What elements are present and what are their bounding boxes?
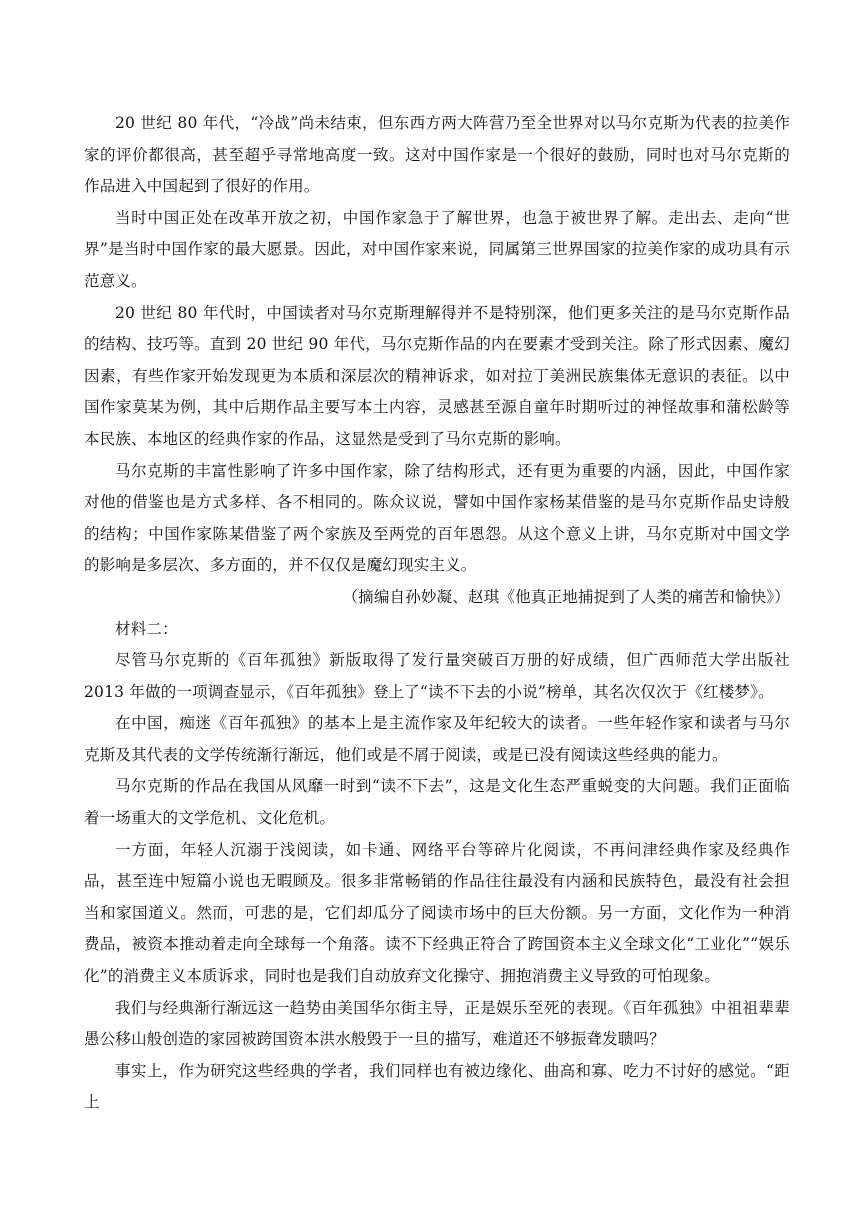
document-body <box>84 108 790 1119</box>
paragraph: 20 世纪 80 年代时，中国读者对马尔克斯理解得并不是特别深，他们更多关注的是马尔克斯作品的结构、技巧等。直到 20 世纪 90 年代，马尔克斯作品的内在要素才受到关注。除了形式因素、魔幻因素，有些作家开始发现更为本质和深层次的精神诉求，如对拉丁美洲民族集体无意识的表征。以中国作家莫某为例，其中后期作品主要写本土内容，灵感甚至源自童年时期听过的神怪故事和蒲松龄等本民族、本地区的经典作家的作品，这显然是受到了马尔克斯的影响。 <box>84 303 790 448</box>
paragraph: 当时中国正处在改革开放之初，中国作家急于了解世界，也急于被世界了解。走出去、走向“世界”是当时中国作家的最大愿景。因此，对中国作家来说，同属第三世界国家的拉美作家的成功具有示范意义。 <box>84 208 790 290</box>
paragraph: 马尔克斯的作品在我国从风靡一时到“读不下去”，这是文化生态严重蜕变的大问题。我们正面临着一场重大的文学危机、文化危机。 <box>84 777 790 828</box>
paragraph: 在中国，痴迷《百年孤独》的基本上是主流作家及年纪较大的读者。一些年轻作家和读者与马尔克斯及其代表的文学传统渐行渐远，他们或是不屑于阅读，或是已没有阅读这些经典的能力。 <box>84 714 790 764</box>
paragraph: 马尔克斯的丰富性影响了许多中国作家，除了结构形式，还有更为重要的内涵，因此，中国作家对他的借鉴也是方式多样、各不相同的。陈众议说，譬如中国作家杨某借鉴的是马尔克斯作品史诗般的结构；中国作家陈某借鉴了两个家族及至两党的百年恩怨。从这个意义上讲，马尔克斯对中国文学的影响是多层次、多方面的，并不仅仅是魔幻现实主义。 <box>84 461 790 575</box>
paragraph: 一方面，年轻人沉溺于浅阅读，如卡通、网络平台等碎片化阅读，不再问津经典作家及经典作品，甚至连中短篇小说也无暇顾及。很多非常畅销的作品往往最没有内涵和民族特色，最没有社会担当和家国道义。然而，可悲的是，它们却瓜分了阅读市场中的巨大份额。另一方面，文化作为一种消费品，被资本推动着走向全球每一个角落。读不下经典正符合了跨国资本主义全球文化“工业化”“娱乐化”的消费主义本质诉求，同时也是我们自动放弃文化操守、拥抱消费主义导致的可怕现象。 <box>84 840 790 986</box>
paragraph: 事实上，作为研究这些经典的学者，我们同样也有被边缘化、曲高和寡、吃力不讨好的感觉。“距上 <box>84 1061 790 1112</box>
paragraph: 我们与经典渐行渐远这一趋势由美国华尔街主导，正是娱乐至死的表现。《百年孤独》中祖祖辈辈愚公移山般创造的家园被跨国资本洪水般毁于一旦的描写，难道还不够振聋发聩吗？ <box>84 998 790 1049</box>
paragraph: 尽管马尔克斯的《百年孤独》新版取得了发行量突破百万册的好成绩，但广西师范大学出版社 2013 年做的一项调查显示，《百年孤独》登上了“读不下去的小说”榜单，其名次仅次于《红楼梦》。 <box>84 651 790 701</box>
paragraph: 20 世纪 80 年代，“冷战”尚未结束，但东西方两大阵营乃至全世界对以马尔克斯为代表的拉美作家的评价都很高，甚至超乎寻常地高度一致。这对中国作家是一个很好的鼓励，同时也对马尔克斯的作品进入中国起到了很好的作用。 <box>84 114 790 196</box>
section-heading: 材料二： <box>115 619 178 638</box>
source-citation: （摘编自孙妙凝、赵琪《他真正地捕捉到了人类的痛苦和愉快》） <box>342 587 790 606</box>
